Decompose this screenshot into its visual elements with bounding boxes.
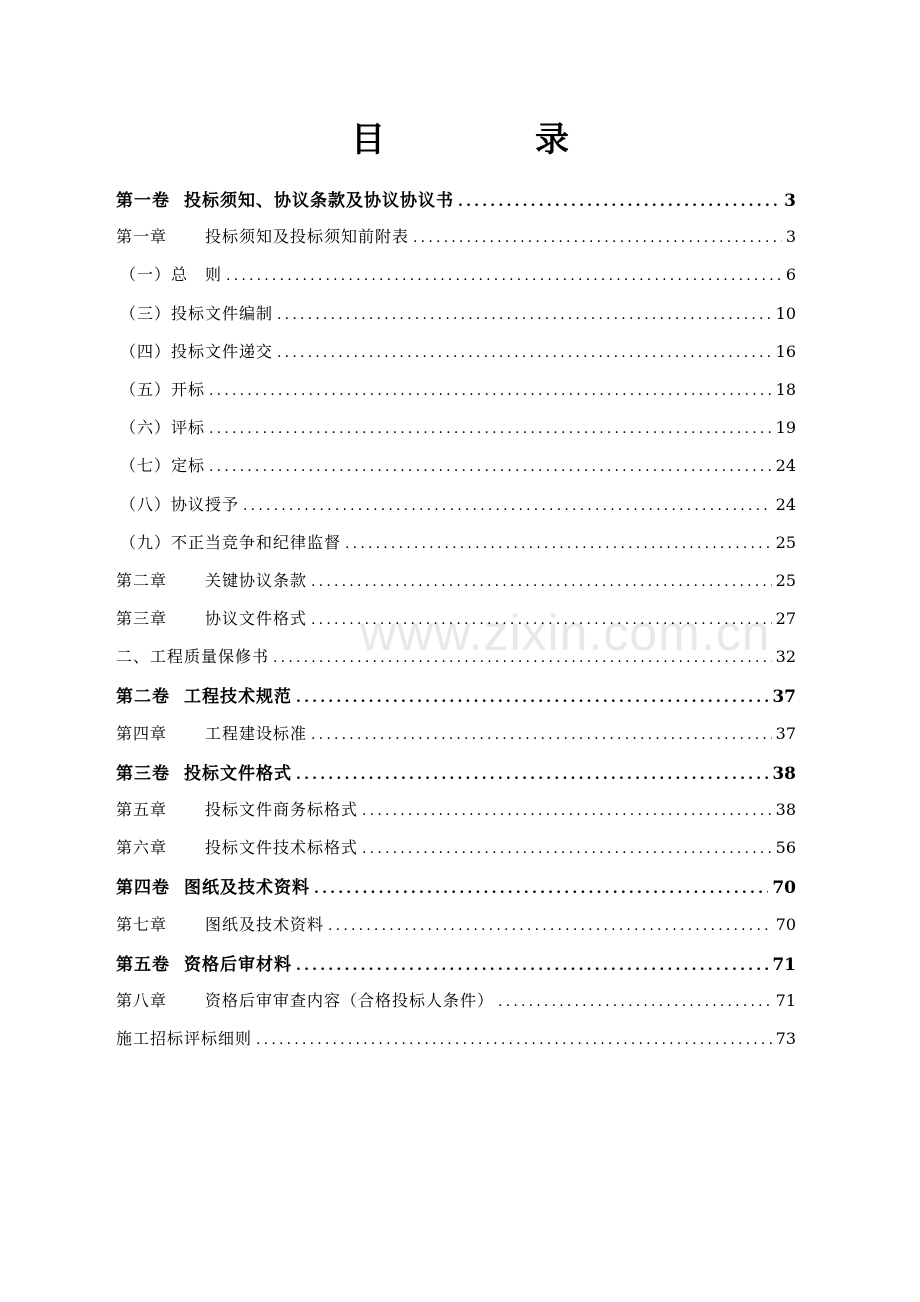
toc-entry-item[interactable]: [116, 1026, 796, 1064]
toc-entry-page: 19: [775, 418, 796, 438]
toc-entry-prefix: （六）: [120, 418, 172, 438]
dot-leader: [226, 268, 782, 284]
toc-entry-prefix: （一）: [120, 265, 172, 285]
dot-leader: [314, 881, 768, 897]
toc-entry-title: 不正当竞争和纪律监督: [171, 532, 342, 552]
dot-leader: [362, 841, 772, 857]
toc-entry-prefix: 第三章: [116, 609, 168, 629]
toc-entry-prefix: 第三卷: [116, 763, 170, 784]
toc-entry-prefix: （八）: [120, 494, 172, 514]
dot-leader: [296, 767, 768, 783]
toc-entry-chapter-8[interactable]: [116, 988, 796, 1026]
toc-entry-title: 工程质量保修书: [150, 647, 270, 667]
toc-entry-prefix: 二、: [116, 647, 151, 667]
toc-entry-section[interactable]: [116, 415, 796, 453]
dot-leader: [458, 194, 780, 210]
toc-entry-chapter-3[interactable]: [116, 606, 796, 644]
dot-leader: [498, 994, 772, 1010]
toc-entry-prefix: 第六章: [116, 838, 168, 858]
toc-entry-volume-4[interactable]: [116, 873, 796, 911]
toc-entry-section[interactable]: [116, 377, 796, 415]
dot-leader: [273, 650, 772, 666]
toc-entry-page: 25: [775, 532, 796, 552]
toc-entry-title: 协议文件格式: [205, 609, 308, 629]
toc-entry-page: 70: [775, 914, 796, 934]
toc-entry-chapter-2[interactable]: [116, 568, 796, 606]
toc-entry-page: 10: [775, 303, 796, 323]
toc-entry-page: 25: [775, 570, 796, 590]
toc-entry-page: 32: [775, 647, 796, 667]
toc-entry-section[interactable]: [116, 301, 796, 339]
dot-leader: [277, 345, 772, 361]
toc-entry-page: 37: [775, 723, 796, 743]
toc-entry-page: 16: [775, 341, 796, 361]
toc-entry-page: 37: [772, 687, 796, 708]
toc-entry-title: 投标文件技术标格式: [205, 838, 359, 858]
page-title: 目 录: [351, 120, 627, 160]
toc-entry-title: 投标须知、协议条款及协议协议书: [184, 191, 454, 211]
toc-entry-chapter-5[interactable]: [116, 797, 796, 835]
toc-entry-title: 协议授予: [171, 494, 240, 514]
toc-entry-volume-1[interactable]: [116, 186, 796, 224]
toc-entry-prefix: 第八章: [116, 990, 168, 1010]
toc-entry-prefix: 第五卷: [116, 954, 170, 975]
dot-leader: [209, 459, 772, 475]
dot-leader: [413, 230, 782, 246]
toc-entry-prefix: 第四卷: [116, 878, 170, 899]
toc-entry-title: 资格后审材料: [184, 954, 292, 975]
toc-entry-prefix: 第一章: [116, 227, 168, 247]
toc-entry-prefix: 第二章: [116, 570, 168, 590]
toc-entry-prefix: 第二卷: [116, 687, 170, 708]
toc-entry-volume-5[interactable]: [116, 950, 796, 988]
toc-entry-page: 71: [775, 990, 796, 1010]
toc-entry-prefix: 第一卷: [116, 191, 170, 211]
toc-entry-page: 73: [775, 1029, 796, 1049]
toc-entry-section[interactable]: [116, 492, 796, 530]
table-of-contents: [116, 186, 796, 1064]
dot-leader: [311, 612, 772, 628]
toc-entry-title: 施工招标评标细则: [116, 1029, 253, 1049]
toc-entry-prefix: （四）: [120, 341, 172, 361]
toc-entry-prefix: 第七章: [116, 914, 168, 934]
toc-entry-volume-2[interactable]: [116, 682, 796, 720]
toc-entry-volume-3[interactable]: [116, 759, 796, 797]
toc-entry-prefix: （七）: [120, 456, 172, 476]
toc-entry-item[interactable]: [116, 644, 796, 682]
toc-entry-title: 工程技术规范: [184, 687, 292, 708]
toc-entry-title: 投标文件格式: [184, 763, 292, 784]
toc-entry-page: 38: [772, 763, 796, 784]
dot-leader: [362, 803, 772, 819]
toc-entry-title: 图纸及技术资料: [205, 914, 325, 934]
toc-entry-title: 资格后审审查内容（合格投标人条件）: [205, 990, 495, 1010]
toc-entry-page: 27: [775, 609, 796, 629]
toc-entry-chapter-7[interactable]: [116, 912, 796, 950]
dot-leader: [209, 383, 772, 399]
toc-entry-title: 总 则: [171, 265, 223, 285]
dot-leader: [256, 1032, 772, 1048]
toc-entry-page: 24: [775, 456, 796, 476]
toc-entry-prefix: 第四章: [116, 723, 168, 743]
toc-entry-page: 70: [772, 878, 796, 899]
toc-entry-page: 6: [785, 265, 796, 285]
toc-entry-title: 投标文件递交: [171, 341, 274, 361]
toc-entry-title: 投标须知及投标须知前附表: [205, 227, 410, 247]
dot-leader: [243, 498, 772, 514]
dot-leader: [345, 536, 772, 552]
dot-leader: [311, 574, 772, 590]
toc-entry-page: 24: [775, 494, 796, 514]
dot-leader: [209, 421, 772, 437]
toc-entry-chapter-1[interactable]: [116, 224, 796, 262]
toc-entry-chapter-6[interactable]: [116, 835, 796, 873]
dot-leader: [328, 918, 772, 934]
toc-entry-prefix: （五）: [120, 379, 172, 399]
toc-entry-chapter-4[interactable]: [116, 721, 796, 759]
toc-entry-title: 投标文件编制: [171, 303, 274, 323]
dot-leader: [311, 727, 772, 743]
toc-entry-section[interactable]: [116, 453, 796, 491]
toc-entry-page: 3: [784, 191, 796, 211]
dot-leader: [277, 307, 772, 323]
toc-entry-page: 71: [772, 954, 796, 975]
toc-entry-title: 图纸及技术资料: [184, 878, 310, 899]
toc-entry-prefix: （九）: [120, 532, 172, 552]
toc-entry-page: 56: [775, 838, 796, 858]
toc-entry-section[interactable]: [116, 262, 796, 300]
toc-entry-prefix: 第五章: [116, 800, 168, 819]
toc-entry-page: 18: [775, 379, 796, 399]
toc-entry-title: 开标: [171, 379, 206, 399]
toc-entry-title: 投标文件商务标格式: [205, 800, 359, 819]
toc-entry-title: 定标: [171, 456, 206, 476]
toc-entry-title: 评标: [171, 418, 206, 438]
toc-entry-page: 3: [785, 227, 796, 247]
dot-leader: [296, 958, 768, 974]
toc-entry-title: 工程建设标准: [205, 723, 308, 743]
watermark: www.zixin.com.cn: [360, 605, 771, 661]
toc-entry-title: 关键协议条款: [205, 570, 308, 590]
dot-leader: [296, 690, 768, 706]
toc-entry-page: 38: [775, 800, 796, 819]
toc-entry-section[interactable]: [116, 530, 796, 568]
toc-entry-section[interactable]: [116, 339, 796, 377]
toc-entry-prefix: （三）: [120, 303, 172, 323]
